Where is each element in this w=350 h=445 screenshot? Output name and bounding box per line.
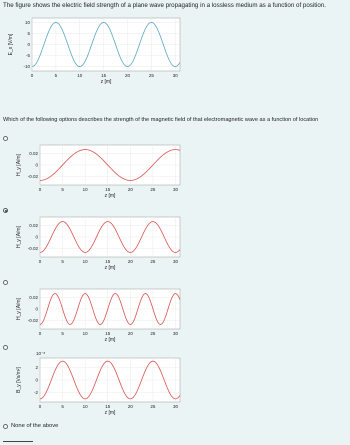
y-tick-label: -10 bbox=[23, 64, 30, 70]
x-tick-label: 0 bbox=[38, 404, 42, 409]
y-axis-label: E_x [V/m] bbox=[8, 33, 14, 56]
x-tick-label: 10 bbox=[82, 404, 88, 409]
x-axis-label: z [m] bbox=[104, 193, 116, 199]
y-tick-label: -2 bbox=[33, 390, 38, 396]
y-tick-label: 0 bbox=[35, 162, 38, 168]
x-tick-label: 10 bbox=[77, 73, 83, 78]
x-tick-label: 10 bbox=[82, 331, 88, 336]
x-tick-label: 5 bbox=[61, 404, 64, 409]
x-tick-label: 5 bbox=[54, 73, 58, 78]
option-1-plot bbox=[0, 137, 350, 200]
x-tick-label: 25 bbox=[150, 331, 156, 336]
y-tick-label: 10 bbox=[24, 20, 30, 26]
x-tick-label: 10 bbox=[82, 259, 88, 264]
x-tick-label: 25 bbox=[150, 259, 156, 264]
option-3-plot bbox=[0, 281, 350, 344]
x-tick-label: 15 bbox=[105, 187, 111, 192]
question-text: The figure shows the electric field strength of a plane wave propagating in a lossless medium as a function of position. bbox=[3, 2, 326, 9]
x-tick-label: 20 bbox=[127, 187, 133, 192]
y-axis-label: H_y [A/m] bbox=[16, 298, 22, 320]
x-tick-label: 30 bbox=[172, 73, 178, 78]
x-tick-label: 0 bbox=[38, 259, 42, 264]
y-tick-label: 2 bbox=[35, 365, 38, 371]
y-tick-label: 0.02 bbox=[29, 223, 38, 229]
y-tick-label: -0.02 bbox=[27, 174, 38, 180]
option-4-plot bbox=[0, 346, 350, 418]
option-none-label: None of the above bbox=[11, 423, 59, 429]
y-tick-label: 0 bbox=[35, 306, 38, 312]
y-tick-label: -0.02 bbox=[27, 246, 38, 252]
y-tick-label: 0 bbox=[35, 377, 38, 383]
x-tick-label: 10 bbox=[82, 187, 88, 192]
x-tick-label: 5 bbox=[61, 259, 64, 264]
x-tick-label: 20 bbox=[124, 73, 130, 78]
submit-button-edge[interactable] bbox=[3, 441, 33, 445]
x-tick-label: 30 bbox=[172, 331, 178, 336]
x-tick-label: 5 bbox=[61, 331, 64, 336]
x-tick-label: 25 bbox=[148, 73, 154, 78]
x-axis-label: z [m] bbox=[104, 337, 116, 343]
x-axis-label: z [m] bbox=[104, 265, 116, 271]
x-tick-label: 0 bbox=[38, 187, 42, 192]
y-tick-label: -0.02 bbox=[27, 318, 38, 324]
y-tick-label: 0.02 bbox=[29, 151, 38, 157]
electric-field-plot bbox=[0, 14, 350, 86]
axis-exponent: 10⁻⁸ bbox=[36, 351, 46, 356]
y-axis-label: H_y [A/m] bbox=[16, 226, 22, 248]
y-axis-label: H_y [A/m] bbox=[16, 154, 22, 176]
y-axis-label: B_y [Vs/m²] bbox=[16, 367, 22, 393]
x-tick-label: 25 bbox=[150, 404, 156, 409]
x-tick-label: 5 bbox=[61, 187, 64, 192]
x-tick-label: 30 bbox=[172, 187, 178, 192]
x-tick-label: 30 bbox=[172, 259, 178, 264]
option-2-plot bbox=[0, 209, 350, 272]
y-tick-label: 5 bbox=[27, 31, 30, 37]
x-tick-label: 20 bbox=[127, 331, 133, 336]
y-tick-label: -5 bbox=[25, 53, 30, 59]
option-none-radio[interactable] bbox=[3, 424, 8, 429]
y-tick-label: 0 bbox=[27, 42, 30, 48]
x-tick-label: 0 bbox=[30, 73, 34, 78]
x-axis-label: z [m] bbox=[100, 79, 112, 85]
question-subtext: Which of the following options describes the strength of the magnetic field of that electromagnetic wave as a function of location bbox=[3, 117, 319, 123]
x-tick-label: 15 bbox=[101, 73, 107, 78]
x-tick-label: 20 bbox=[127, 404, 133, 409]
x-tick-label: 25 bbox=[150, 187, 156, 192]
y-tick-label: 0.02 bbox=[29, 295, 38, 301]
x-tick-label: 15 bbox=[105, 259, 111, 264]
x-tick-label: 15 bbox=[105, 331, 111, 336]
x-tick-label: 15 bbox=[105, 404, 111, 409]
x-axis-label: z [m] bbox=[104, 410, 116, 416]
x-tick-label: 20 bbox=[127, 259, 133, 264]
option-none[interactable] bbox=[3, 423, 58, 429]
y-tick-label: 0 bbox=[35, 234, 38, 240]
x-tick-label: 0 bbox=[38, 331, 42, 336]
x-tick-label: 30 bbox=[172, 404, 178, 409]
